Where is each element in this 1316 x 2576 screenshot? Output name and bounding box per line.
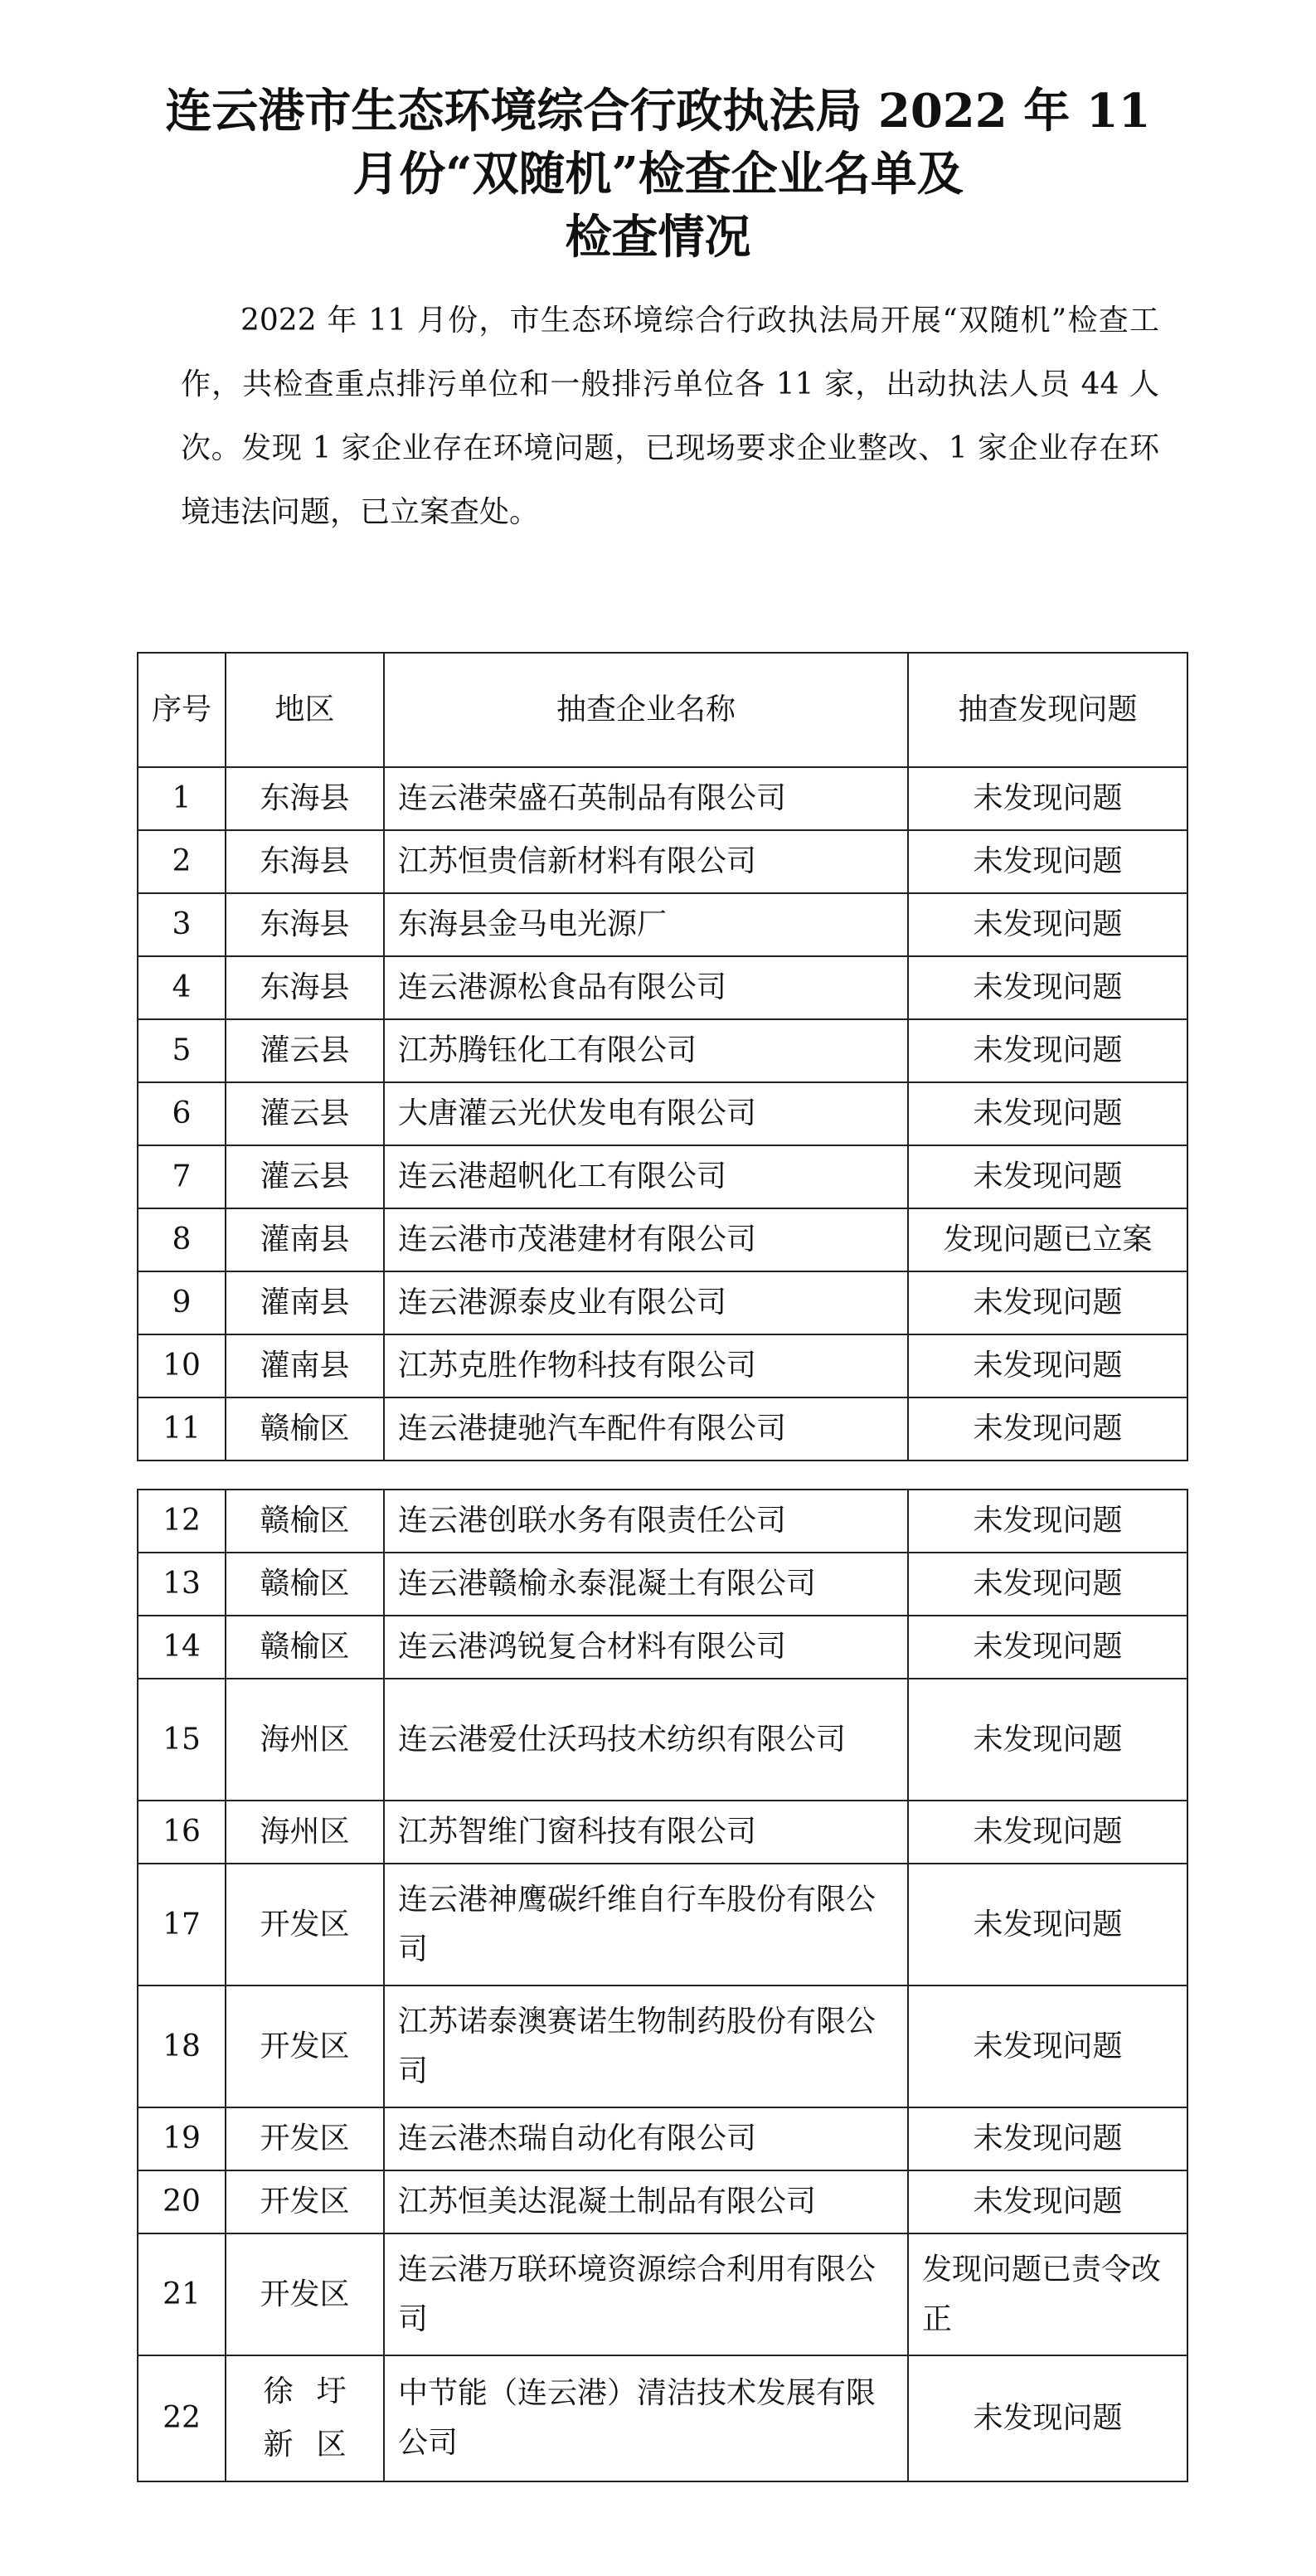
table-row — [138, 1145, 1187, 1208]
table-row — [138, 2233, 1187, 2355]
region-cell: 海州区 — [226, 1801, 384, 1864]
region-cell: 徐圩新区 — [226, 2355, 384, 2481]
result-cell: 未发现问题 — [908, 1082, 1187, 1145]
seq-cell: 8 — [138, 1208, 226, 1271]
seq-cell: 7 — [138, 1145, 226, 1208]
header-result: 抽查发现问题 — [908, 653, 1187, 767]
table-row — [138, 1271, 1187, 1334]
company-cell: 连云港创联水务有限责任公司 — [384, 1490, 908, 1553]
result-cell: 未发现问题 — [908, 1801, 1187, 1864]
company-cell: 东海县金马电光源厂 — [384, 893, 908, 956]
result-cell: 未发现问题 — [908, 1616, 1187, 1679]
seq-cell: 3 — [138, 893, 226, 956]
table-row — [138, 2355, 1187, 2481]
table-row — [138, 1616, 1187, 1679]
company-cell: 连云港源泰皮业有限公司 — [384, 1271, 908, 1334]
company-cell: 连云港鸿锐复合材料有限公司 — [384, 1616, 908, 1679]
seq-cell: 22 — [138, 2355, 226, 2481]
result-cell: 未发现问题 — [908, 1864, 1187, 1985]
inspection-table-part-1 — [137, 652, 1188, 1461]
seq-cell: 18 — [138, 1985, 226, 2107]
company-cell: 连云港荣盛石英制品有限公司 — [384, 767, 908, 830]
header-region: 地区 — [226, 653, 384, 767]
region-cell: 赣榆区 — [226, 1490, 384, 1553]
title-line-1: 连云港市生态环境综合行政执法局 2022 年 11 — [165, 84, 1151, 139]
table-row — [138, 956, 1187, 1019]
table-header-row — [138, 653, 1187, 767]
company-cell: 连云港捷驰汽车配件有限公司 — [384, 1397, 908, 1461]
company-cell: 连云港市茂港建材有限公司 — [384, 1208, 908, 1271]
company-cell: 连云港神鹰碳纤维自行车股份有限公司 — [384, 1864, 908, 1985]
result-cell: 发现问题已立案 — [908, 1208, 1187, 1271]
region-cell: 灌南县 — [226, 1208, 384, 1271]
company-cell: 连云港万联环境资源综合利用有限公司 — [384, 2233, 908, 2355]
region-cell: 海州区 — [226, 1679, 384, 1801]
seq-cell: 1 — [138, 767, 226, 830]
table-row — [138, 1397, 1187, 1461]
seq-cell: 6 — [138, 1082, 226, 1145]
company-cell: 江苏恒美达混凝土制品有限公司 — [384, 2170, 908, 2233]
company-cell: 江苏克胜作物科技有限公司 — [384, 1334, 908, 1397]
result-cell: 未发现问题 — [908, 2107, 1187, 2170]
seq-cell: 16 — [138, 1801, 226, 1864]
table-row — [138, 1985, 1187, 2107]
seq-cell: 17 — [138, 1864, 226, 1985]
region-cell: 开发区 — [226, 2233, 384, 2355]
region-cell: 灌南县 — [226, 1271, 384, 1334]
seq-cell: 14 — [138, 1616, 226, 1679]
region-cell: 赣榆区 — [226, 1616, 384, 1679]
inspection-table-part-2 — [137, 1489, 1188, 2482]
seq-cell: 15 — [138, 1679, 226, 1801]
result-cell: 未发现问题 — [908, 1679, 1187, 1801]
table-row — [138, 1801, 1187, 1864]
company-cell: 连云港赣榆永泰混凝土有限公司 — [384, 1553, 908, 1616]
company-cell: 江苏智维门窗科技有限公司 — [384, 1801, 908, 1864]
region-cell: 赣榆区 — [226, 1397, 384, 1461]
table-row — [138, 1082, 1187, 1145]
seq-cell: 9 — [138, 1271, 226, 1334]
result-cell: 未发现问题 — [908, 893, 1187, 956]
table-row — [138, 2107, 1187, 2170]
table-row — [138, 1679, 1187, 1801]
seq-cell: 13 — [138, 1553, 226, 1616]
result-cell: 未发现问题 — [908, 1397, 1187, 1461]
region-cell: 灌云县 — [226, 1019, 384, 1082]
seq-cell: 12 — [138, 1490, 226, 1553]
region-cell: 灌云县 — [226, 1145, 384, 1208]
company-cell: 中节能（连云港）清洁技术发展有限公司 — [384, 2355, 908, 2481]
result-cell: 未发现问题 — [908, 1019, 1187, 1082]
region-cell: 灌南县 — [226, 1334, 384, 1397]
header-seq: 序号 — [138, 653, 226, 767]
region-cell: 开发区 — [226, 2107, 384, 2170]
seq-cell: 2 — [138, 830, 226, 893]
table-row — [138, 1490, 1187, 1553]
seq-cell: 21 — [138, 2233, 226, 2355]
document-title — [0, 80, 1316, 269]
result-cell: 未发现问题 — [908, 767, 1187, 830]
company-cell: 江苏恒贵信新材料有限公司 — [384, 830, 908, 893]
company-cell: 江苏腾钰化工有限公司 — [384, 1019, 908, 1082]
region-cell: 东海县 — [226, 956, 384, 1019]
region-cell: 开发区 — [226, 1985, 384, 2107]
region-cell: 东海县 — [226, 767, 384, 830]
company-cell: 江苏诺泰澳赛诺生物制药股份有限公司 — [384, 1985, 908, 2107]
table-row — [138, 1553, 1187, 1616]
region-cell: 赣榆区 — [226, 1553, 384, 1616]
table-row — [138, 1208, 1187, 1271]
table-row — [138, 767, 1187, 830]
region-cell: 东海县 — [226, 893, 384, 956]
seq-cell: 4 — [138, 956, 226, 1019]
seq-cell: 20 — [138, 2170, 226, 2233]
region-cell: 东海县 — [226, 830, 384, 893]
result-cell: 发现问题已责令改正 — [908, 2233, 1187, 2355]
region-cell: 开发区 — [226, 1864, 384, 1985]
table-row — [138, 893, 1187, 956]
company-cell: 大唐灌云光伏发电有限公司 — [384, 1082, 908, 1145]
table-row — [138, 1019, 1187, 1082]
company-cell: 连云港杰瑞自动化有限公司 — [384, 2107, 908, 2170]
result-cell: 未发现问题 — [908, 2170, 1187, 2233]
table-row — [138, 1864, 1187, 1985]
title-line-2: 月份“双随机”检查企业名单及 — [352, 147, 964, 202]
result-cell: 未发现问题 — [908, 1271, 1187, 1334]
seq-cell: 5 — [138, 1019, 226, 1082]
table-row — [138, 830, 1187, 893]
seq-cell: 19 — [138, 2107, 226, 2170]
result-cell: 未发现问题 — [908, 1334, 1187, 1397]
intro-text: 2022 年 11 月份，市生态环境综合行政执法局开展“双随机”检查工作，共检查重点排污单位和一般排污单位各 11 家，出动执法人员 44 人次。发现 1 家企业存在环境问题，已现场要求企业整改、1 家企业存在环境违法问题，已立案查处。 — [181, 304, 1159, 529]
intro-paragraph — [181, 289, 1159, 544]
seq-cell: 10 — [138, 1334, 226, 1397]
result-cell: 未发现问题 — [908, 830, 1187, 893]
result-cell: 未发现问题 — [908, 2355, 1187, 2481]
region-cell: 灌云县 — [226, 1082, 384, 1145]
table-row — [138, 2170, 1187, 2233]
result-cell: 未发现问题 — [908, 1490, 1187, 1553]
header-company: 抽查企业名称 — [384, 653, 908, 767]
result-cell: 未发现问题 — [908, 956, 1187, 1019]
company-cell: 连云港超帆化工有限公司 — [384, 1145, 908, 1208]
company-cell: 连云港源松食品有限公司 — [384, 956, 908, 1019]
company-cell: 连云港爱仕沃玛技术纺织有限公司 — [384, 1679, 908, 1801]
region-cell: 开发区 — [226, 2170, 384, 2233]
table-row — [138, 1334, 1187, 1397]
seq-cell: 11 — [138, 1397, 226, 1461]
title-line-3: 检查情况 — [565, 210, 751, 265]
result-cell: 未发现问题 — [908, 1145, 1187, 1208]
result-cell: 未发现问题 — [908, 1985, 1187, 2107]
result-cell: 未发现问题 — [908, 1553, 1187, 1616]
